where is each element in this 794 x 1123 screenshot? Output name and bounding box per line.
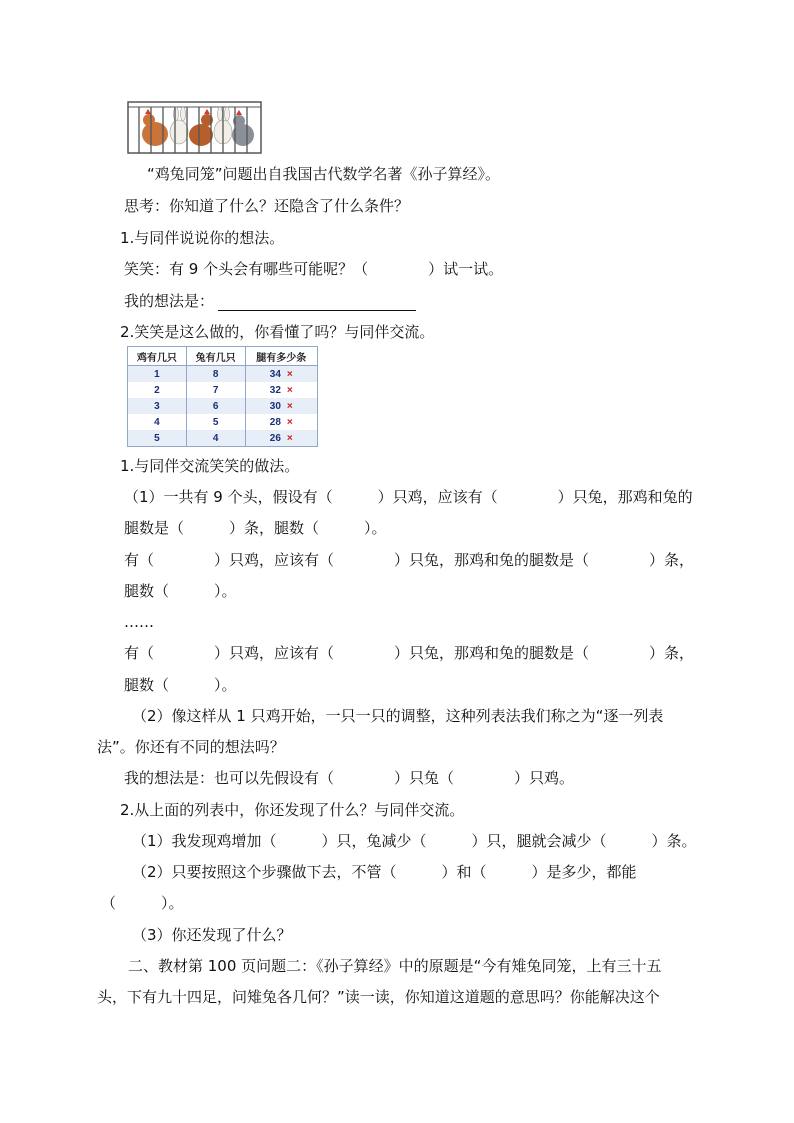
think-question: 思考：你知道了什么？还隐含了什么条件？ [124,197,410,215]
item-heading: 2.从上面的列表中，你还发现了什么？与同伴交流。 [120,801,465,819]
table-cell: 3 [128,398,187,414]
table-row [128,366,318,383]
chicken-rabbit-cage-icon [127,98,262,154]
question-text: 有（ ）只鸡，应该有（ ）只兔，那鸡和兔的腿数是（ ）条， [124,644,695,662]
question-text: 法”。你还有不同的想法吗？ [97,738,285,756]
question-text: （1）一共有 9 个头，假设有（ ）只鸡，应该有（ ）只兔，那鸡和兔的 [124,488,693,506]
section-text: 二、教材第 100 页问题二：《孙子算经》中的原题是“今有雉兔同笼，上有三十五 [128,957,662,975]
my-idea-line [124,291,416,311]
cross-mark: × [286,416,293,428]
item-heading: 1.与同伴交流笑笑的做法。 [120,457,300,475]
intro-text: “鸡兔同笼”问题出自我国古代数学名著《孙子算经》。 [147,165,501,183]
question-text: （1）我发现鸡增加（ ）只，兔减少（ ）只，腿就会减少（ ）条。 [132,832,697,850]
question-text: 腿数（ ）。 [124,582,237,600]
question-text: （2）像这样从 1 只鸡开始，一只一只的调整，这种列表法我们称之为“逐一列表 [132,707,664,725]
table-row [128,414,318,430]
table-row [128,430,318,447]
table-header: 腿有多少条 [245,347,317,366]
table-cell: 1 [128,366,187,383]
ellipsis-text: …… [124,613,154,631]
item-heading: 2.笑笑是这么做的，你看懂了吗？与同伴交流。 [120,323,435,341]
table-cell: 6 [186,398,245,414]
table-cell: 4 [186,430,245,447]
table-cell [245,414,317,430]
question-text: （ ）。 [101,894,184,912]
cross-mark: × [286,432,293,444]
question-text: 我的想法是：也可以先假设有（ ）只兔（ ）只鸡。 [124,769,575,787]
question-text: （2）只要按照这个步骤做下去，不管（ ）和（ ）是多少，都能 [132,863,637,881]
enumeration-table [127,346,318,447]
table-cell [245,398,317,414]
table-cell-value: 34 [269,368,281,380]
table-cell: 2 [128,382,187,398]
table-cell-value: 30 [269,400,281,412]
table-cell-value: 32 [269,384,281,396]
my-idea-label: 我的想法是： [124,292,215,310]
table-row [128,382,318,398]
question-text: 腿数（ ）。 [124,676,237,694]
table-cell-value: 26 [269,432,281,444]
table-cell-value: 28 [269,416,281,428]
table-cell: 8 [186,366,245,383]
cross-mark: × [286,400,293,412]
cross-mark: × [286,384,293,396]
table-row [128,398,318,414]
table-cell: 4 [128,414,187,430]
table-cell [245,382,317,398]
cross-mark: × [286,368,293,380]
table-header: 兔有几只 [186,347,245,366]
item-heading: 1.与同伴说说你的想法。 [120,229,285,247]
table-header: 鸡有几只 [128,347,187,366]
question-text: 腿数是（ ）条，腿数（ ）。 [124,519,387,537]
table-cell: 7 [186,382,245,398]
section-text: 头，下有九十四足，问雉兔各几何？”读一读，你知道这道题的意思吗？你能解决这个 [97,988,660,1006]
question-text: 有（ ）只鸡，应该有（ ）只兔，那鸡和兔的腿数是（ ）条， [124,551,695,569]
table-cell [245,430,317,447]
question-text: （3）你还发现了什么？ [132,926,292,944]
table-cell: 5 [186,414,245,430]
table-cell [245,366,317,383]
answer-underline[interactable] [218,294,416,311]
xiaoxiao-question: 笑笑：有 9 个头会有哪些可能呢？（ ）试一试。 [124,260,504,278]
table-cell: 5 [128,430,187,447]
